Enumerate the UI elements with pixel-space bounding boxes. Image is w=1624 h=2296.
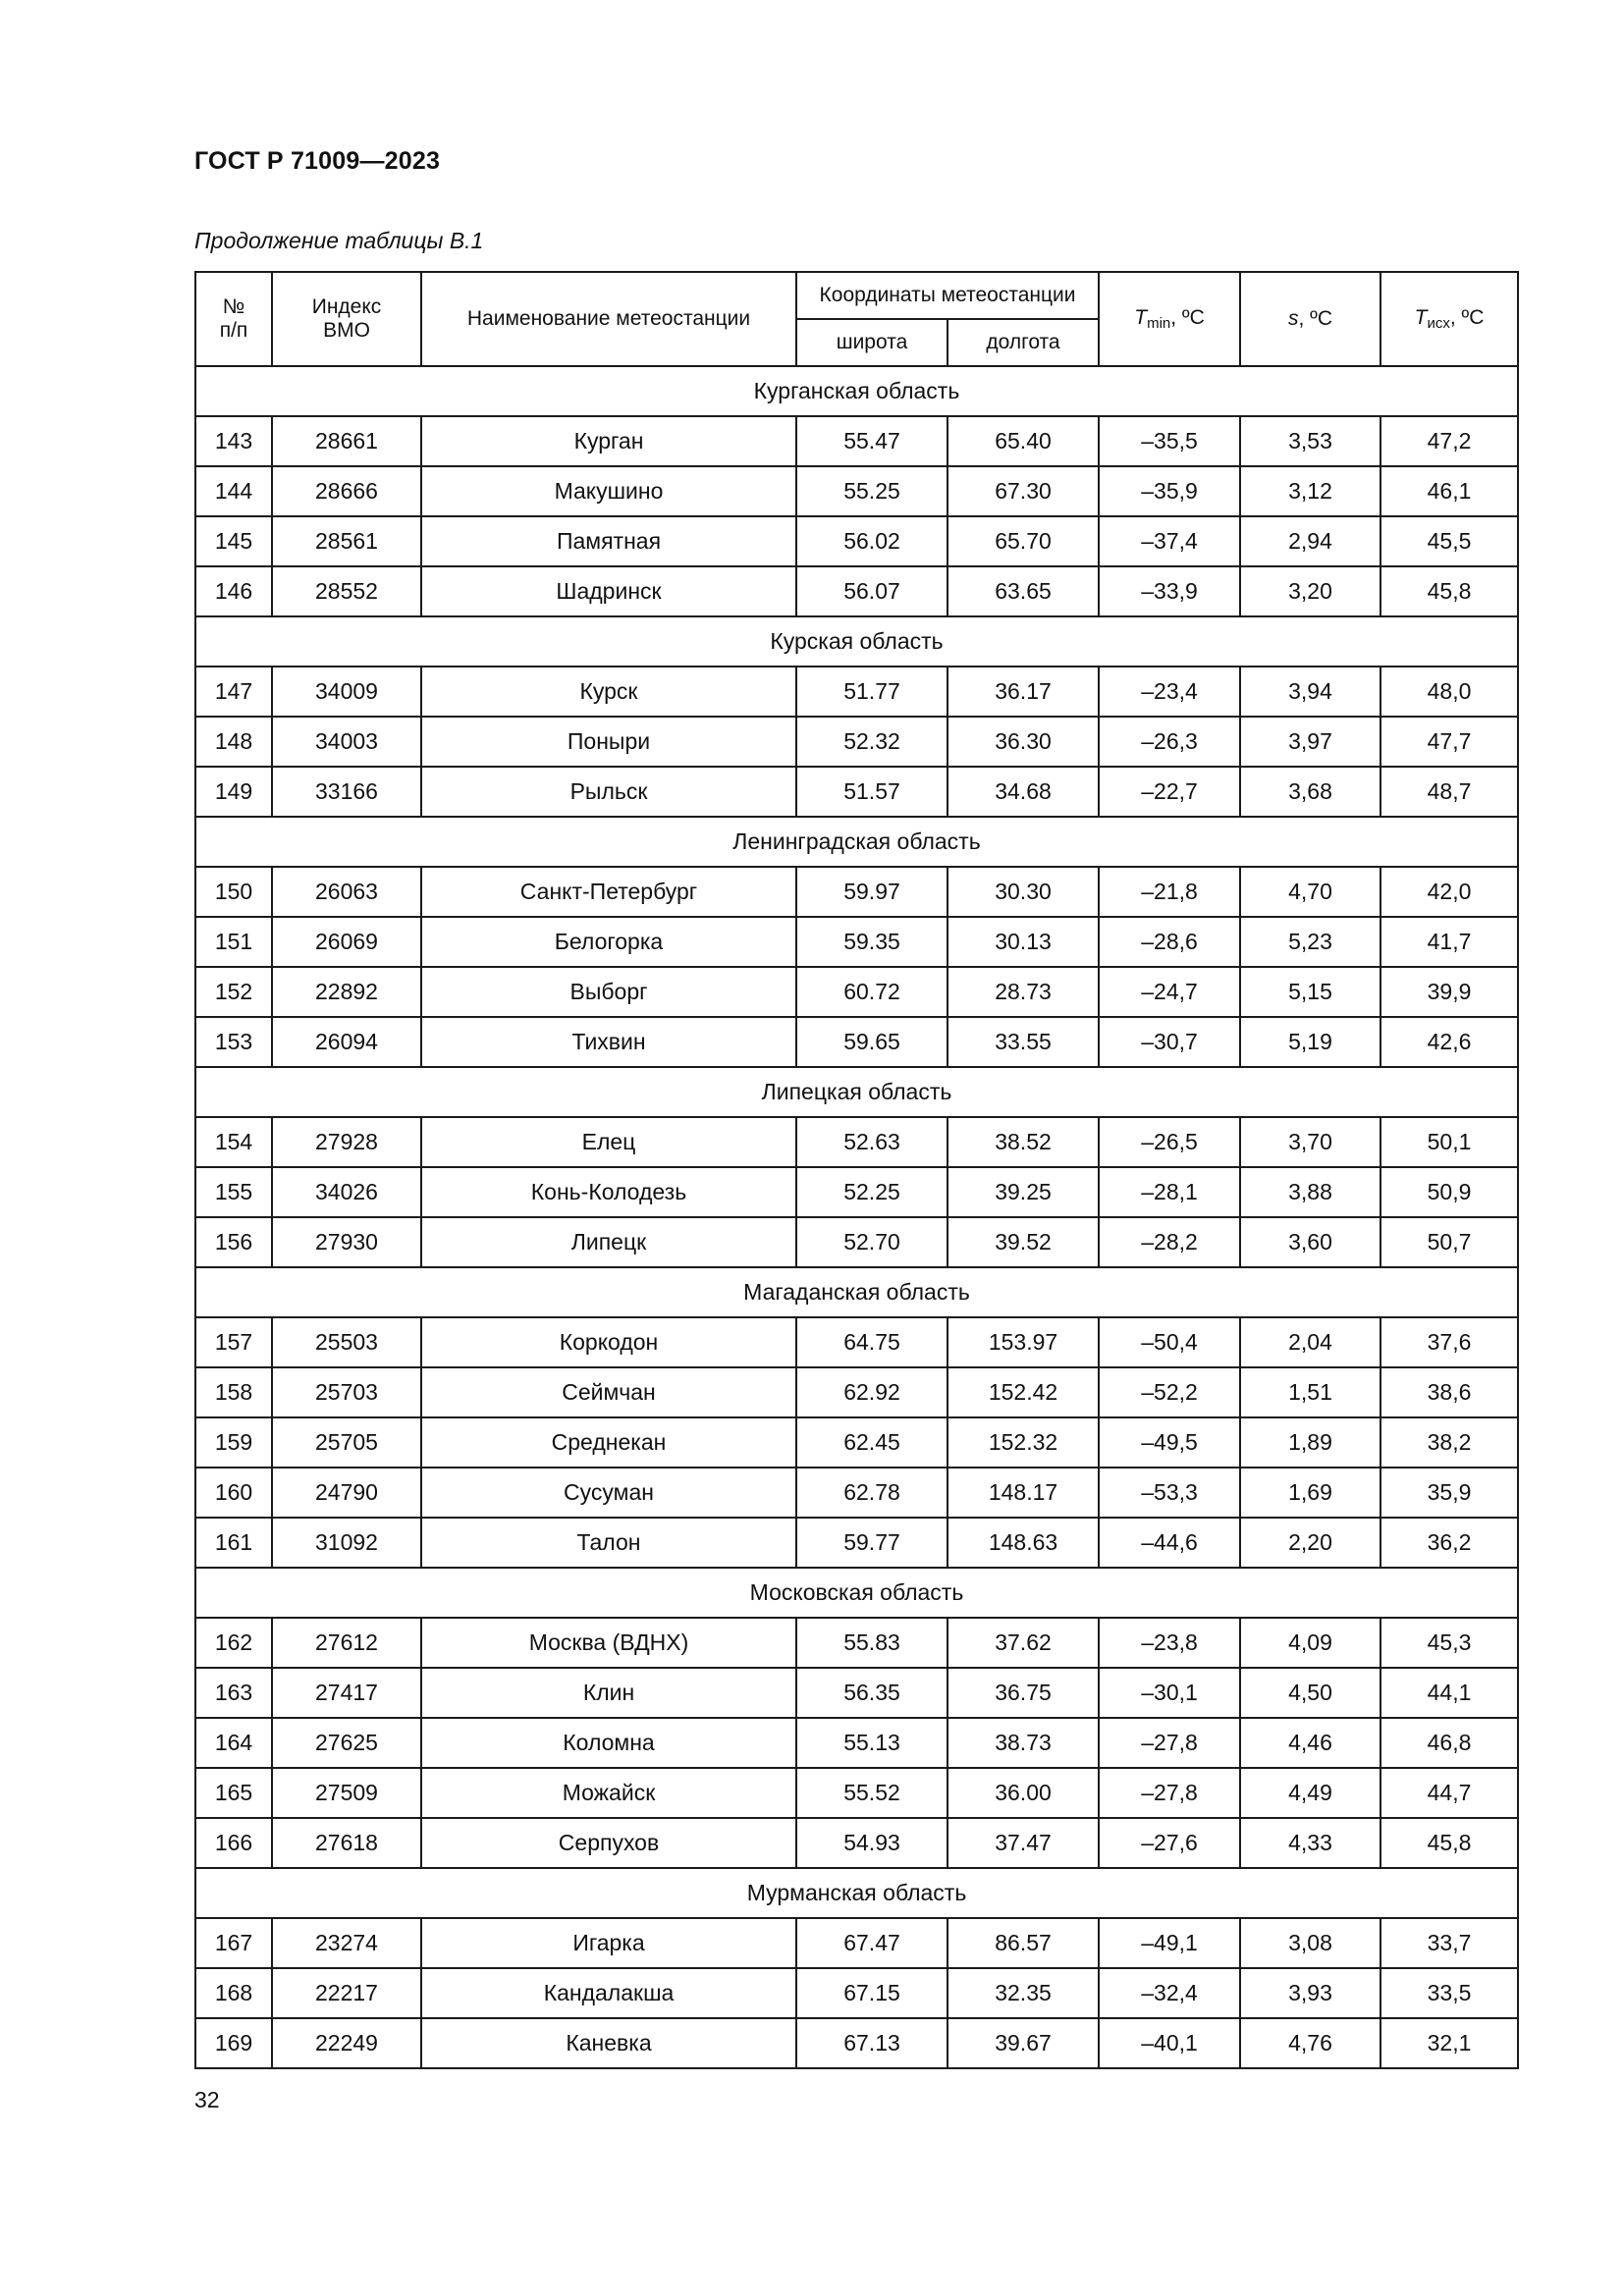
cell-tmin: –28,1 [1099,1167,1240,1217]
cell-wmo-index: 24790 [272,1468,421,1518]
cell-station-name: Каневка [421,2018,796,2068]
cell-latitude: 55.47 [796,416,947,466]
cell-latitude: 62.45 [796,1417,947,1468]
table-row [195,1017,1518,1067]
cell-station-name: Среднекан [421,1417,796,1468]
region-name: Курская область [195,616,1518,667]
table-row [195,1768,1518,1818]
cell-longitude: 65.40 [947,416,1099,466]
table-row [195,1818,1518,1868]
cell-num: 154 [195,1117,272,1167]
table-row [195,566,1518,616]
cell-wmo-index: 26063 [272,867,421,917]
cell-num: 157 [195,1317,272,1367]
cell-latitude: 60.72 [796,967,947,1017]
cell-station-name: Тихвин [421,1017,796,1067]
cell-num: 153 [195,1017,272,1067]
cell-wmo-index: 34003 [272,717,421,767]
cell-tmin: –30,7 [1099,1017,1240,1067]
cell-num: 164 [195,1718,272,1768]
cell-station-name: Можайск [421,1768,796,1818]
cell-s: 3,68 [1240,767,1380,817]
cell-latitude: 55.13 [796,1718,947,1768]
cell-s: 4,09 [1240,1618,1380,1668]
table-row [195,1718,1518,1768]
cell-tisx: 44,1 [1380,1668,1518,1718]
cell-longitude: 30.30 [947,867,1099,917]
cell-wmo-index: 25705 [272,1417,421,1468]
cell-tmin: –21,8 [1099,867,1240,917]
cell-tisx: 37,6 [1380,1317,1518,1367]
cell-tisx: 42,0 [1380,867,1518,917]
header-wmo-index: Индекс ВМО [272,272,421,366]
cell-s: 5,19 [1240,1017,1380,1067]
table-row [195,1918,1518,1968]
table-row [195,1468,1518,1518]
cell-wmo-index: 27417 [272,1668,421,1718]
cell-tisx: 45,8 [1380,1818,1518,1868]
table-row [195,1167,1518,1217]
cell-tmin: –49,5 [1099,1417,1240,1468]
tisx-subscript: исх [1427,315,1450,332]
cell-s: 3,60 [1240,1217,1380,1267]
cell-station-name: Елец [421,1117,796,1167]
cell-latitude: 52.70 [796,1217,947,1267]
cell-tisx: 48,7 [1380,767,1518,817]
cell-s: 5,23 [1240,917,1380,967]
cell-longitude: 37.47 [947,1818,1099,1868]
tisx-symbol: T [1414,306,1428,329]
cell-tmin: –49,1 [1099,1918,1240,1968]
cell-latitude: 64.75 [796,1317,947,1367]
cell-tisx: 47,2 [1380,416,1518,466]
table-row [195,967,1518,1017]
cell-station-name: Памятная [421,516,796,566]
cell-wmo-index: 28552 [272,566,421,616]
cell-tmin: –22,7 [1099,767,1240,817]
header-longitude: долгота [947,319,1099,366]
cell-s: 4,70 [1240,867,1380,917]
cell-tisx: 38,6 [1380,1367,1518,1417]
cell-longitude: 36.17 [947,667,1099,717]
cell-tmin: –35,5 [1099,416,1240,466]
cell-wmo-index: 22892 [272,967,421,1017]
cell-tmin: –35,9 [1099,466,1240,516]
tisx-unit: , ºС [1449,306,1485,329]
cell-s: 4,49 [1240,1768,1380,1818]
header-num: № п/п [195,272,272,366]
region-name: Магаданская область [195,1267,1518,1317]
cell-tisx: 46,8 [1380,1718,1518,1768]
cell-s: 5,15 [1240,967,1380,1017]
cell-longitude: 36.30 [947,717,1099,767]
stations-table [194,271,1519,2069]
cell-longitude: 38.52 [947,1117,1099,1167]
cell-latitude: 62.78 [796,1468,947,1518]
cell-station-name: Курск [421,667,796,717]
cell-tisx: 50,7 [1380,1217,1518,1267]
cell-num: 167 [195,1918,272,1968]
cell-wmo-index: 22249 [272,2018,421,2068]
table-row [195,867,1518,917]
cell-tisx: 45,8 [1380,566,1518,616]
cell-wmo-index: 26094 [272,1017,421,1067]
cell-longitude: 152.42 [947,1367,1099,1417]
cell-s: 3,97 [1240,717,1380,767]
cell-latitude: 54.93 [796,1818,947,1868]
cell-latitude: 56.35 [796,1668,947,1718]
region-row [195,1868,1518,1918]
cell-tisx: 45,5 [1380,516,1518,566]
table-row [195,1668,1518,1718]
cell-station-name: Москва (ВДНХ) [421,1618,796,1668]
cell-wmo-index: 22217 [272,1968,421,2018]
cell-latitude: 67.13 [796,2018,947,2068]
table-row [195,1968,1518,2018]
table-row [195,466,1518,516]
region-row [195,616,1518,667]
page-number: 32 [194,2087,220,2112]
cell-tisx: 39,9 [1380,967,1518,1017]
cell-num: 146 [195,566,272,616]
cell-longitude: 67.30 [947,466,1099,516]
cell-num: 152 [195,967,272,1017]
cell-station-name: Клин [421,1668,796,1718]
table-row [195,416,1518,466]
cell-station-name: Выборг [421,967,796,1017]
header-tisx [1380,272,1518,366]
cell-latitude: 55.52 [796,1768,947,1818]
cell-num: 143 [195,416,272,466]
cell-tmin: –26,5 [1099,1117,1240,1167]
document-title: ГОСТ Р 71009—2023 [194,147,441,175]
cell-tisx: 36,2 [1380,1518,1518,1568]
cell-wmo-index: 27618 [272,1818,421,1868]
cell-s: 2,94 [1240,516,1380,566]
cell-tmin: –24,7 [1099,967,1240,1017]
cell-longitude: 39.52 [947,1217,1099,1267]
cell-tisx: 33,7 [1380,1918,1518,1968]
cell-longitude: 30.13 [947,917,1099,967]
cell-station-name: Белогорка [421,917,796,967]
cell-tisx: 48,0 [1380,667,1518,717]
cell-station-name: Талон [421,1518,796,1568]
cell-s: 1,69 [1240,1468,1380,1518]
cell-tmin: –30,1 [1099,1668,1240,1718]
cell-wmo-index: 28561 [272,516,421,566]
table-row [195,2018,1518,2068]
header-station-name: Наименование метеостанции [421,272,796,366]
cell-s: 2,20 [1240,1518,1380,1568]
cell-latitude: 56.07 [796,566,947,616]
cell-num: 166 [195,1818,272,1868]
cell-latitude: 59.65 [796,1017,947,1067]
cell-longitude: 32.35 [947,1968,1099,2018]
table-body [195,366,1518,2068]
cell-latitude: 52.63 [796,1117,947,1167]
cell-tisx: 32,1 [1380,2018,1518,2068]
tmin-subscript: min [1147,315,1171,332]
region-row [195,1267,1518,1317]
cell-latitude: 59.77 [796,1518,947,1568]
cell-s: 3,12 [1240,466,1380,516]
cell-tisx: 38,2 [1380,1417,1518,1468]
cell-s: 3,08 [1240,1918,1380,1968]
cell-num: 161 [195,1518,272,1568]
region-name: Московская область [195,1568,1518,1618]
cell-latitude: 59.97 [796,867,947,917]
cell-tisx: 33,5 [1380,1968,1518,2018]
cell-station-name: Сеймчан [421,1367,796,1417]
cell-num: 163 [195,1668,272,1718]
cell-longitude: 38.73 [947,1718,1099,1768]
cell-s: 4,46 [1240,1718,1380,1768]
table-row [195,667,1518,717]
cell-station-name: Макушино [421,466,796,516]
cell-num: 158 [195,1367,272,1417]
cell-station-name: Коркодон [421,1317,796,1367]
cell-tisx: 35,9 [1380,1468,1518,1518]
cell-s: 4,76 [1240,2018,1380,2068]
table-caption: Продолжение таблицы В.1 [194,228,484,253]
cell-station-name: Курган [421,416,796,466]
cell-tisx: 50,1 [1380,1117,1518,1167]
cell-longitude: 28.73 [947,967,1099,1017]
cell-tmin: –33,9 [1099,566,1240,616]
cell-station-name: Санкт-Петербург [421,867,796,917]
cell-wmo-index: 25503 [272,1317,421,1367]
cell-s: 1,89 [1240,1417,1380,1468]
region-row [195,817,1518,867]
cell-s: 3,94 [1240,667,1380,717]
cell-longitude: 65.70 [947,516,1099,566]
cell-tisx: 41,7 [1380,917,1518,967]
cell-tmin: –37,4 [1099,516,1240,566]
cell-longitude: 148.17 [947,1468,1099,1518]
cell-latitude: 51.57 [796,767,947,817]
s-symbol: s [1288,307,1299,330]
cell-wmo-index: 27509 [272,1768,421,1818]
cell-s: 3,20 [1240,566,1380,616]
cell-latitude: 62.92 [796,1367,947,1417]
cell-wmo-index: 27928 [272,1117,421,1167]
cell-station-name: Серпухов [421,1818,796,1868]
cell-tmin: –27,6 [1099,1818,1240,1868]
table-row [195,767,1518,817]
cell-s: 3,53 [1240,416,1380,466]
cell-num: 147 [195,667,272,717]
cell-tmin: –27,8 [1099,1718,1240,1768]
cell-latitude: 59.35 [796,917,947,967]
cell-longitude: 36.00 [947,1768,1099,1818]
tmin-unit: , ºС [1170,306,1205,329]
table-row [195,717,1518,767]
tmin-symbol: T [1134,306,1148,329]
cell-tmin: –40,1 [1099,2018,1240,2068]
cell-tmin: –28,6 [1099,917,1240,967]
cell-wmo-index: 25703 [272,1367,421,1417]
header-tmin [1099,272,1240,366]
cell-longitude: 37.62 [947,1618,1099,1668]
cell-latitude: 55.25 [796,466,947,516]
cell-tmin: –53,3 [1099,1468,1240,1518]
cell-tmin: –52,2 [1099,1367,1240,1417]
cell-latitude: 55.83 [796,1618,947,1668]
cell-tmin: –44,6 [1099,1518,1240,1568]
header-s [1240,272,1380,366]
cell-tmin: –32,4 [1099,1968,1240,2018]
cell-longitude: 148.63 [947,1518,1099,1568]
cell-tmin: –50,4 [1099,1317,1240,1367]
cell-latitude: 56.02 [796,516,947,566]
cell-tisx: 46,1 [1380,466,1518,516]
cell-wmo-index: 34026 [272,1167,421,1217]
cell-latitude: 67.47 [796,1918,947,1968]
cell-num: 159 [195,1417,272,1468]
cell-num: 169 [195,2018,272,2068]
cell-num: 168 [195,1968,272,2018]
region-row [195,1067,1518,1117]
cell-longitude: 86.57 [947,1918,1099,1968]
cell-wmo-index: 26069 [272,917,421,967]
cell-longitude: 39.25 [947,1167,1099,1217]
cell-station-name: Шадринск [421,566,796,616]
cell-station-name: Рыльск [421,767,796,817]
cell-num: 155 [195,1167,272,1217]
header-latitude: широта [796,319,947,366]
s-unit: , ºС [1298,307,1333,330]
region-row [195,366,1518,416]
cell-station-name: Сусуман [421,1468,796,1518]
cell-s: 4,33 [1240,1818,1380,1868]
table-row [195,1618,1518,1668]
cell-s: 3,93 [1240,1968,1380,2018]
cell-num: 149 [195,767,272,817]
cell-longitude: 34.68 [947,767,1099,817]
cell-num: 165 [195,1768,272,1818]
cell-longitude: 153.97 [947,1317,1099,1367]
cell-tisx: 44,7 [1380,1768,1518,1818]
table-row [195,1417,1518,1468]
cell-wmo-index: 28666 [272,466,421,516]
cell-tmin: –23,8 [1099,1618,1240,1668]
table-row [195,1317,1518,1367]
cell-station-name: Поныри [421,717,796,767]
cell-wmo-index: 34009 [272,667,421,717]
cell-s: 4,50 [1240,1668,1380,1718]
cell-station-name: Кандалакша [421,1968,796,2018]
cell-num: 144 [195,466,272,516]
cell-tisx: 47,7 [1380,717,1518,767]
cell-tisx: 42,6 [1380,1017,1518,1067]
cell-tisx: 45,3 [1380,1618,1518,1668]
cell-latitude: 67.15 [796,1968,947,2018]
cell-station-name: Игарка [421,1918,796,1968]
cell-num: 160 [195,1468,272,1518]
cell-latitude: 52.25 [796,1167,947,1217]
table-row [195,1217,1518,1267]
cell-num: 150 [195,867,272,917]
cell-s: 1,51 [1240,1367,1380,1417]
cell-longitude: 63.65 [947,566,1099,616]
cell-s: 3,88 [1240,1167,1380,1217]
table-row [195,1518,1518,1568]
cell-wmo-index: 23274 [272,1918,421,1968]
region-name: Мурманская область [195,1868,1518,1918]
cell-tmin: –28,2 [1099,1217,1240,1267]
cell-station-name: Конь-Колодезь [421,1167,796,1217]
cell-wmo-index: 28661 [272,416,421,466]
cell-station-name: Липецк [421,1217,796,1267]
cell-wmo-index: 33166 [272,767,421,817]
cell-longitude: 33.55 [947,1017,1099,1067]
cell-latitude: 52.32 [796,717,947,767]
region-name: Курганская область [195,366,1518,416]
cell-wmo-index: 31092 [272,1518,421,1568]
cell-station-name: Коломна [421,1718,796,1768]
cell-s: 2,04 [1240,1317,1380,1367]
cell-num: 162 [195,1618,272,1668]
cell-wmo-index: 27930 [272,1217,421,1267]
cell-tisx: 50,9 [1380,1167,1518,1217]
table-row [195,917,1518,967]
cell-tmin: –26,3 [1099,717,1240,767]
cell-s: 3,70 [1240,1117,1380,1167]
header-coordinates: Координаты метеостанции [796,272,1099,319]
cell-num: 145 [195,516,272,566]
cell-longitude: 152.32 [947,1417,1099,1468]
table-row [195,1367,1518,1417]
cell-tmin: –23,4 [1099,667,1240,717]
cell-num: 156 [195,1217,272,1267]
cell-longitude: 36.75 [947,1668,1099,1718]
cell-wmo-index: 27612 [272,1618,421,1668]
region-name: Ленинградская область [195,817,1518,867]
region-row [195,1568,1518,1618]
cell-longitude: 39.67 [947,2018,1099,2068]
cell-latitude: 51.77 [796,667,947,717]
table-row [195,1117,1518,1167]
table-row [195,516,1518,566]
region-name: Липецкая область [195,1067,1518,1117]
cell-num: 151 [195,917,272,967]
cell-tmin: –27,8 [1099,1768,1240,1818]
cell-wmo-index: 27625 [272,1718,421,1768]
cell-num: 148 [195,717,272,767]
